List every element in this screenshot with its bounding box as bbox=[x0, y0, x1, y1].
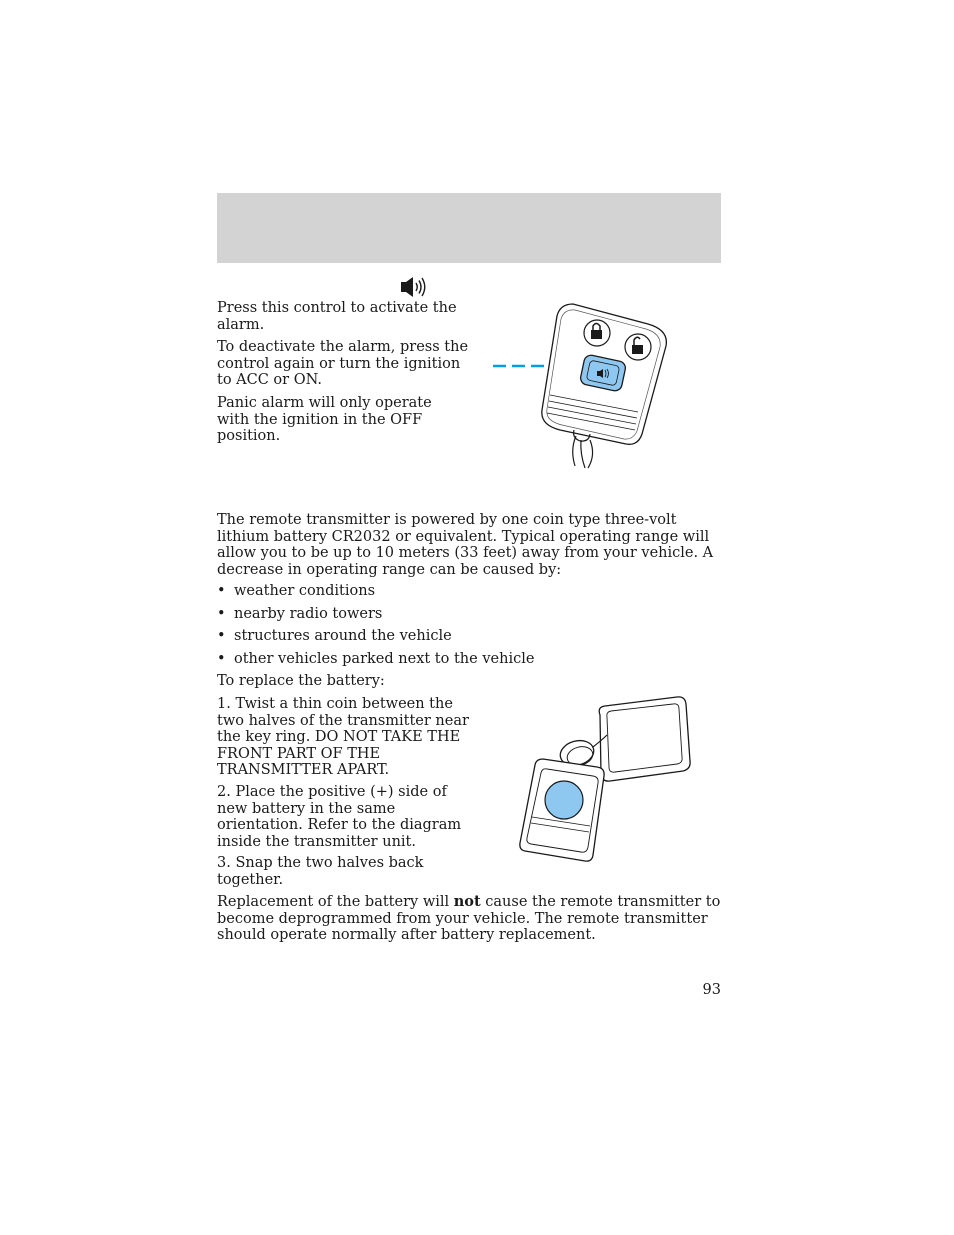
page-number: 93 bbox=[702, 982, 721, 998]
speaker-icon bbox=[400, 276, 428, 298]
battery-intro-paragraph: The remote transmitter is powered by one coin type three-volt lithium battery CR2032 or equivalent. Typical operating range will allow you to be up to 10 meters (33 feet) away from your vehicle. A decrease in operating range can be caused by: bbox=[217, 512, 714, 578]
section-header-bar bbox=[217, 193, 721, 263]
battery-replacement-note: Replacement of the battery will not cause the remote transmitter to become deprogrammed from your vehicle. The remote transmitter should operate normally after battery replacement. bbox=[217, 893, 721, 943]
step-3: 3. Snap the two halves back together. bbox=[217, 855, 424, 888]
bullet-dot: • bbox=[217, 583, 226, 599]
replace-battery-lead: To replace the battery: bbox=[217, 673, 385, 689]
panic-paragraph-deactivate: To deactivate the alarm, press the control again or turn the ignition to ACC or ON. bbox=[217, 339, 469, 388]
bullet-dot: • bbox=[217, 651, 226, 667]
opened-transmitter-illustration bbox=[515, 695, 695, 865]
bullet-dot: • bbox=[217, 606, 226, 622]
bullet-dot: • bbox=[217, 628, 226, 644]
coin-battery bbox=[545, 781, 583, 819]
step-1: 1. Twist a thin coin between the two halves of the transmitter near the key ring. DO NOT TAKE THE FRONT PART OF THE TRANSMITTER APART. bbox=[217, 696, 469, 778]
step-2: 2. Place the positive (+) side of new battery in the same orientation. Refer to the diagram inside the transmitter unit. bbox=[217, 784, 462, 850]
panic-paragraph-activate: Press this control to activate the alarm. bbox=[217, 300, 457, 333]
panic-paragraph-ignition: Panic alarm will only operate with the ignition in the OFF position. bbox=[217, 395, 432, 444]
key-fob-illustration bbox=[490, 300, 675, 472]
